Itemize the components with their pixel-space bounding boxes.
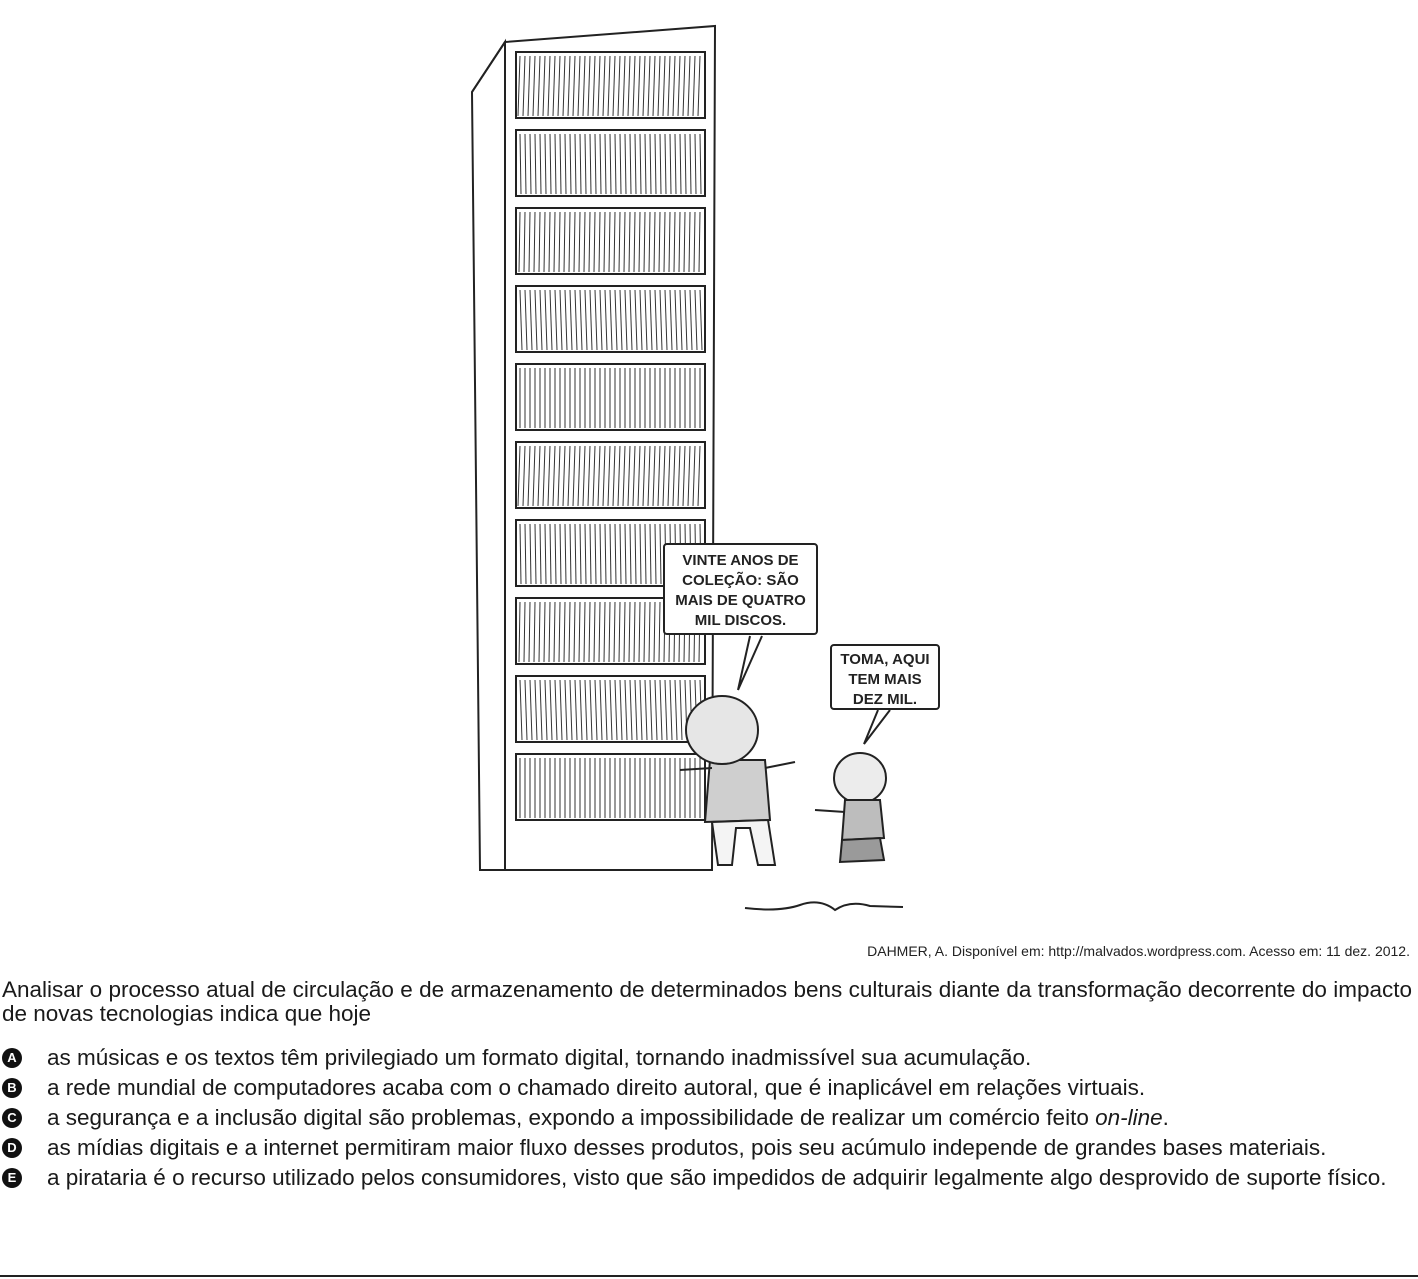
option-text: a pirataria é o recurso utilizado pelos consumidores, visto que são impedidos de adquirir legalmente algo desprovido de suporte físico. <box>47 1165 1387 1190</box>
option-letter-badge: E <box>2 1168 22 1188</box>
option-letter-badge: B <box>2 1078 22 1098</box>
balloon-line: DEZ MIL. <box>852 691 918 708</box>
option-c[interactable] <box>0 1106 1412 1130</box>
speech-balloon-adult <box>663 543 818 635</box>
option-a[interactable] <box>0 1046 1412 1070</box>
cartoon-illustration <box>455 18 925 928</box>
child-figure <box>815 753 886 862</box>
balloon-line: TOMA, AQUI <box>840 651 930 668</box>
option-letter-badge: D <box>2 1138 22 1158</box>
question-stem: Analisar o processo atual de circulação e de armazenamento de determinados bens culturais diante da transformação decorrente do impacto de novas tecnologias indica que hoje <box>2 977 1412 1026</box>
option-text-suffix: . <box>1162 1105 1169 1130</box>
option-letter-badge: C <box>2 1108 22 1128</box>
option-text: a rede mundial de computadores acaba com o chamado direito autoral, que é inaplicável em relações virtuais. <box>47 1075 1146 1100</box>
option-text: as mídias digitais e a internet permitiram maior fluxo desses produtos, pois seu acúmulo independe de grandes bases materiais. <box>47 1135 1327 1160</box>
balloon-line: COLEÇÃO: SÃO <box>682 572 799 589</box>
option-text: a segurança e a inclusão digital são problemas, expondo a impossibilidade de realizar um comércio feito <box>47 1105 1096 1130</box>
balloon-line: MAIS DE QUATRO <box>675 592 806 609</box>
option-e[interactable] <box>0 1166 1412 1190</box>
option-text-italic: on-line <box>1095 1105 1163 1130</box>
signature <box>745 902 903 910</box>
balloon-line: TEM MAIS <box>848 671 922 688</box>
source-credit: DAHMER, A. Disponível em: http://malvados.wordpress.com. Acesso em: 11 dez. 2012. <box>867 943 1410 959</box>
option-d[interactable] <box>0 1136 1412 1160</box>
speech-balloon-child <box>830 644 940 710</box>
option-b[interactable] <box>0 1076 1412 1100</box>
answer-options <box>0 1046 1412 1196</box>
option-text: as músicas e os textos têm privilegiado um formato digital, tornando inadmissível sua acumulação. <box>47 1045 1032 1070</box>
balloon-line: VINTE ANOS DE <box>682 552 799 569</box>
balloon-line: MIL DISCOS. <box>694 612 787 629</box>
bottom-rule <box>0 1275 1418 1277</box>
option-letter-badge: A <box>2 1048 22 1068</box>
